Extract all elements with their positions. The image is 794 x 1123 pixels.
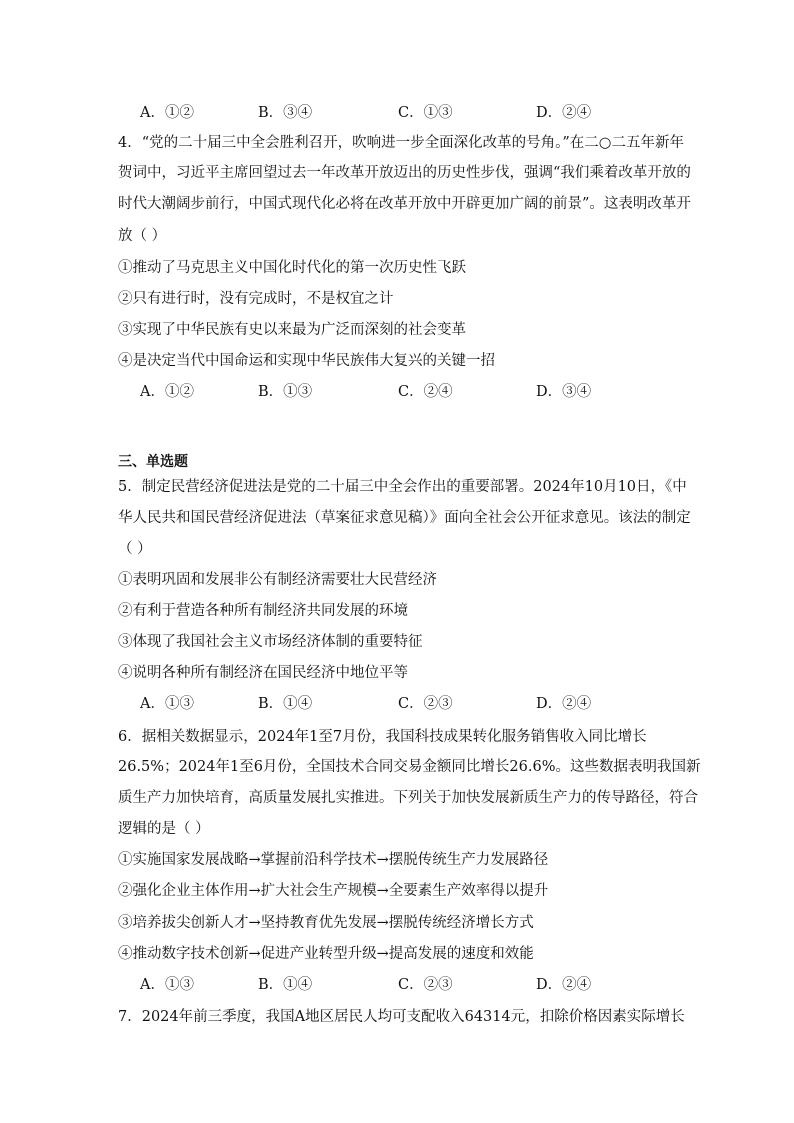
- q5-stem-line: 华人民共和国民营经济促进法（草案征求意见稿）》面向全社会公开征求意见。该法的制定: [118, 510, 691, 526]
- q5-option-b: B．①④: [258, 696, 313, 712]
- q4-options: [140, 382, 660, 402]
- q4-option-a: A．①②: [140, 384, 194, 400]
- q5-option-a: A．①③: [140, 696, 194, 712]
- q3-option-d: D．②④: [536, 105, 592, 121]
- q4-item: ④是决定当代中国命运和实现中华民族伟大复兴的关键一招: [118, 353, 495, 369]
- q3-option-c: C．①③: [398, 105, 453, 121]
- q5-item: ②有利于营造各种所有制经济共同发展的环境: [118, 603, 408, 619]
- q6-option-c: C．②③: [398, 977, 453, 993]
- q6-item: ④推动数字技术创新→促进产业转型升级→提高发展的速度和效能: [118, 946, 534, 962]
- q6-option-b: B．①④: [258, 977, 313, 993]
- q5-item: ④说明各种所有制经济在国民经济中地位平等: [118, 665, 408, 681]
- q6-stem-line: 6．据相关数据显示，2024年1至7月份，我国科技成果转化服务销售收入同比增长: [118, 729, 647, 745]
- q4-item: ③实现了中华民族有史以来最为广泛而深刻的社会变革: [118, 322, 466, 338]
- q4-option-c: C．②④: [398, 384, 453, 400]
- q6-stem-line: 26.5%；2024年1至6月份，全国技术合同交易金额同比增长26.6%。这些数据表明我国新: [118, 759, 701, 775]
- q6-item: ③培养拔尖创新人才→坚持教育优先发展→摆脱传统经济增长方式: [118, 915, 534, 931]
- q4-stem-line: 贺词中，习近平主席回望过去一年改革开放迈出的历史性步伐，强调“我们乘着改革开放的: [118, 165, 691, 181]
- q6-option-a: A．①③: [140, 977, 194, 993]
- q6-item: ②强化企业主体作用→扩大社会生产规模→全要素生产效率得以提升: [118, 883, 549, 899]
- q3-options: [140, 103, 660, 123]
- q6-option-d: D．②④: [536, 977, 592, 993]
- q4-item: ②只有进行时，没有完成时，不是权宜之计: [118, 291, 394, 307]
- q5-stem-line: 5．制定民营经济促进法是党的二十届三中全会作出的重要部署。2024年10月10日，《中: [118, 479, 687, 495]
- q4-stem-line: 放（ ）: [118, 228, 167, 244]
- q5-item: ①表明巩固和发展非公有制经济需要壮大民营经济: [118, 572, 437, 588]
- section-title: 三、单选题: [118, 454, 188, 470]
- q5-option-d: D．②④: [536, 696, 592, 712]
- q6-item: ①实施国家发展战略→掌握前沿科学技术→摆脱传统生产力发展路径: [118, 852, 549, 868]
- q4-item: ①推动了马克思主义中国化时代化的第一次历史性飞跃: [118, 260, 466, 276]
- q5-item: ③体现了我国社会主义市场经济体制的重要特征: [118, 634, 423, 650]
- q6-stem-line: 逻辑的是（ ）: [118, 821, 210, 837]
- q5-options: [140, 694, 660, 714]
- q5-option-c: C．②③: [398, 696, 453, 712]
- q5-stem-line: （ ）: [118, 541, 152, 557]
- q7-stem-line: 7．2024年前三季度，我国A地区居民人均可支配收入64314元，扣除价格因素实际增长: [118, 1009, 685, 1025]
- q4-option-d: D．③④: [536, 384, 592, 400]
- q6-options: [140, 975, 660, 995]
- q3-option-a: A．①②: [140, 105, 194, 121]
- q4-stem-line: 时代大潮阔步前行，中国式现代化必将在改革开放中开辟更加广阔的前景”。这表明改革开: [118, 196, 691, 212]
- q6-stem-line: 质生产力加快培育，高质量发展扎实推进。下列关于加快发展新质生产力的传导路径，符合: [118, 790, 698, 806]
- q4-stem-line: 4．“党的二十届三中全会胜利召开，吹响进一步全面深化改革的号角。”在二○二五年新年: [118, 135, 684, 151]
- q3-option-b: B．③④: [258, 105, 313, 121]
- q4-option-b: B．①③: [258, 384, 313, 400]
